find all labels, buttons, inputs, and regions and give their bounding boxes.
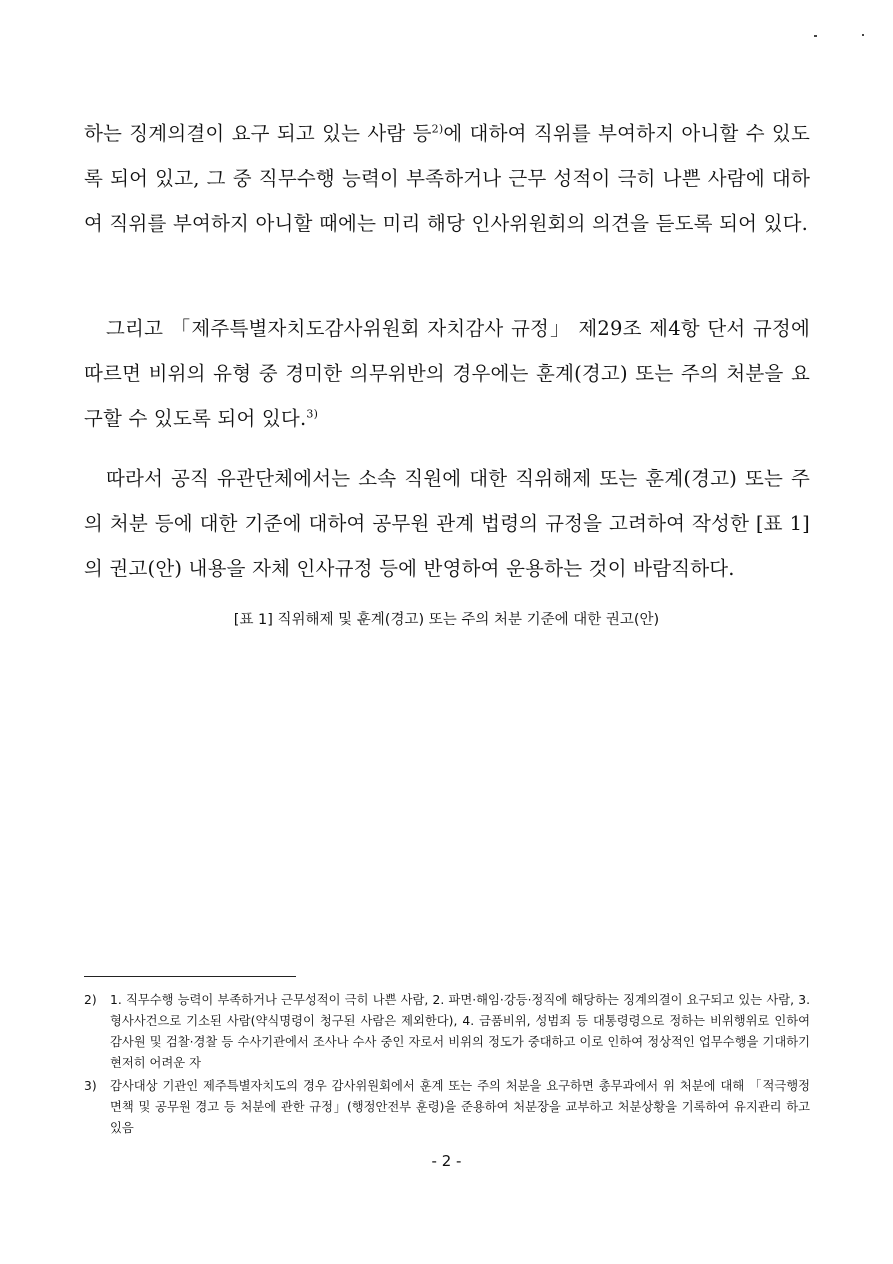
footnote-text: 1. 직무수행 능력이 부족하거나 근무성적이 극히 나쁜 사람, 2. 파면·해임·강등·정직에 해당하는 징계의결이 요구되고 있는 사람, 3. 형사사건으로 기소된 사람(약식명령이 청구된 사람은 제외한다), 4. 금품비위, 성범죄 등 대통령령으로 정하는 비위행위로 인하여 감사원 및 검찰·경찰 등 수사기관에서 조사나 수사 중인 자로서 비위의 정도가 중대하고 이로 인하여 정상적인 업무수행을 기대하기 현저히 어려운 자: [110, 993, 810, 1070]
footnote-2: [84, 990, 810, 1074]
body-paragraph-3: [84, 456, 810, 591]
page-number: - 2 -: [431, 1152, 462, 1170]
footnote-reference-3[interactable]: 3): [306, 407, 319, 421]
footnote-3: [84, 1076, 810, 1139]
body-paragraph-2: [84, 306, 810, 441]
table-caption: [표 1] 직위해제 및 훈계(경고) 또는 주의 처분 기준에 대한 권고(안): [233, 612, 660, 628]
footnote-text: 감사대상 기관인 제주특별자치도의 경우 감사위원회에서 훈계 또는 주의 처분을 요구하면 총무과에서 위 처분에 대해 「적극행정 면책 및 공무원 경고 등 처분에 관한 규정」(행정안전부 훈령)을 준용하여 처분장을 교부하고 처분상황을 기록하여 유지관리 하고 있음: [110, 1079, 810, 1135]
footnote-number: 2): [84, 993, 97, 1007]
footnote-divider: [84, 976, 296, 977]
footnote-number: 3): [84, 1079, 97, 1093]
paragraph-text: 하는 징계의결이 요구 되고 있는 사람 등: [84, 122, 432, 145]
paragraph-text: 따라서 공직 유관단체에서는 소속 직원에 대한 직위해제 또는 훈계(경고) 또는 주의 처분 등에 대한 기준에 대하여 공무원 관계 법령의 규정을 고려하여 작성한 [표 1]의 권고(안) 내용을 자체 인사규정 등에 반영하여 운용하는 것이 바람직하다.: [84, 467, 810, 580]
scan-mark: [862, 34, 864, 36]
paragraph-text: 에 대하여 직위를 부여하지 아니할 수 있도록 되어 있고, 그 중 직무수행 능력이 부족하거나 근무 성적이 극히 나쁜 사람에 대하여 직위를 부여하지 아니할 때에는 미리 해당 인사위원회의 의견을 듣도록 되어 있다.: [84, 122, 810, 235]
paragraph-text: 그리고 「제주특별자치도감사위원회 자치감사 규정」 제29조 제4항 단서 규정에 따르면 비위의 유형 중 경미한 의무위반의 경우에는 훈계(경고) 또는 주의 처분을 요구할 수 있도록 되어 있다.: [84, 317, 810, 430]
footnote-reference-2[interactable]: 2): [431, 122, 444, 136]
scan-mark: [814, 35, 817, 37]
body-paragraph-1: [84, 111, 810, 246]
